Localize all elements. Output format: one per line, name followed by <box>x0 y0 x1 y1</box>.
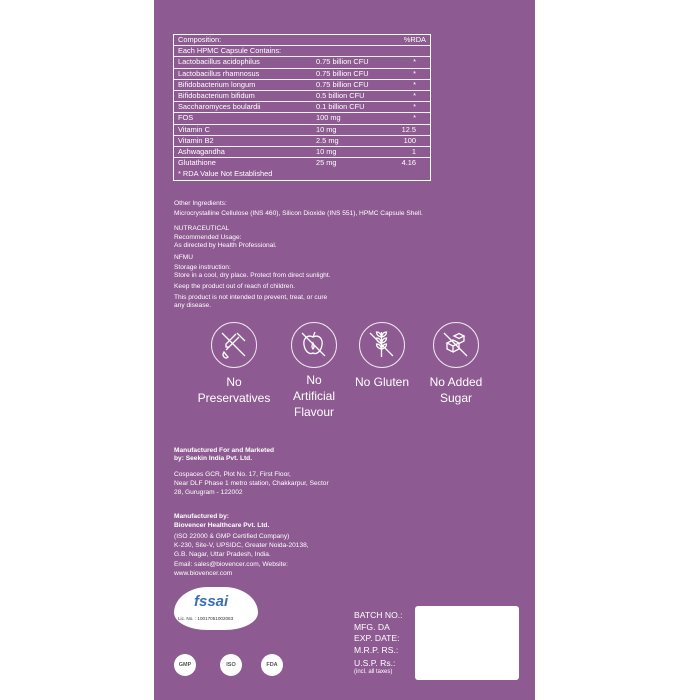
no-added-sugar-icon <box>433 322 479 368</box>
composition-title: Composition: <box>178 35 222 44</box>
badge-label-no-gluten: No Gluten <box>354 375 410 389</box>
ingredient-rda: * <box>413 57 416 67</box>
ingredient-amount: 25 mg <box>316 158 337 168</box>
ingredient-rda: * <box>413 102 416 112</box>
composition-row <box>174 113 430 124</box>
category-text: NUTRACEUTICAL <box>174 225 230 232</box>
ingredient-amount: 10 mg <box>316 146 337 156</box>
ingredient-rda: 1 <box>411 146 416 156</box>
composition-row <box>174 125 430 136</box>
composition-row <box>174 80 430 91</box>
composition-row <box>174 69 430 80</box>
storage-text: Store in a cool, dry place. Protect from direct sunlight. <box>174 272 331 279</box>
ingredient-amount: 0.75 billion CFU <box>316 79 369 89</box>
other-ingredients-title: Other Ingredients: <box>174 200 227 207</box>
ingredient-rda: * <box>413 90 416 100</box>
marketer-address-2: Near DLF Phase 1 metro station, Chakkarpur, Sector <box>174 480 329 487</box>
ingredient-amount: 100 mg <box>316 113 341 123</box>
children-warning: Keep the product out of reach of children. <box>174 283 295 290</box>
disclaimer-line-1: This product is not intended to prevent, treat, or cure <box>174 294 328 301</box>
ingredient-amount: 2.5 mg <box>316 135 339 145</box>
ingredient-name: Ashwagandha <box>178 146 225 156</box>
composition-header <box>174 35 430 46</box>
manufacturer-website: www.biovencer.com <box>174 570 233 577</box>
fssai-logo-text: fssai <box>194 593 229 610</box>
composition-row <box>174 57 430 68</box>
ingredient-name: Saccharomyces boulardii <box>178 102 261 112</box>
mrp-label: M.R.P. RS.: <box>354 645 399 655</box>
ingredient-name: Vitamin B2 <box>178 135 214 145</box>
ingredient-name: Lactobacillus rhamnosus <box>178 68 260 78</box>
badge-label-no-artificial-flavour: No Artificial Flavour <box>292 373 335 419</box>
usage-text: As directed by Health Professional. <box>174 242 277 249</box>
badge-label-no-preservatives: No Preservatives <box>197 375 271 405</box>
fssai-logo <box>174 587 258 630</box>
ingredient-amount: 0.1 billion CFU <box>316 102 365 112</box>
marketer-address-1: Cospaces GCR, Plot No. 17, First Floor, <box>174 471 291 478</box>
ingredient-name: Bifidobacterium longum <box>178 79 256 89</box>
fssai-license: Lic. No. : 10017051002083 <box>178 616 234 621</box>
disclaimer-line-2: any disease. <box>174 302 212 309</box>
ingredient-name: FOS <box>178 113 194 123</box>
composition-table <box>173 34 431 181</box>
incl-taxes-label: (incl. all taxes) <box>354 669 393 675</box>
marketer-title-1: Manufactured For and Marketed <box>174 447 275 454</box>
manufacturer-email: Email: sales@biovencer.com, Website: <box>174 561 288 568</box>
mfg-date-label: MFG. DA <box>354 622 390 632</box>
batch-details-box <box>415 606 519 680</box>
no-artificial-flavour-icon <box>291 322 337 368</box>
ingredient-rda: 100 <box>403 135 416 145</box>
ingredient-rda: * <box>413 113 416 123</box>
ingredient-amount: 0.75 billion CFU <box>316 68 369 78</box>
manufacturer-cert: (ISO 22000 & GMP Certified Company) <box>174 533 290 540</box>
manufacturer-address-2: G.B. Nagar, Uttar Pradesh, India. <box>174 551 271 558</box>
usp-label: U.S.P. Rs.: <box>354 658 396 668</box>
marketer-address-3: 28, Gurugram - 122002 <box>174 489 243 496</box>
composition-subheader: Each HPMC Capsule Contains: <box>174 46 430 57</box>
composition-row <box>174 147 430 158</box>
other-ingredients-text: Microcrystalline Cellulose (INS 460), Silicon Dioxide (INS 551), HPMC Capsule Shell. <box>174 210 423 217</box>
manufacturer-name: Biovencer Healthcare Pvt. Ltd. <box>174 522 270 529</box>
ingredient-rda: 4.16 <box>401 158 416 168</box>
ingredient-rda: * <box>413 68 416 78</box>
composition-row <box>174 102 430 113</box>
batch-no-label: BATCH NO.: <box>354 610 403 620</box>
gmp-badge: GMP <box>174 654 196 676</box>
iso-badge: ISO <box>220 654 242 676</box>
ingredient-rda: * <box>413 79 416 89</box>
composition-row <box>174 158 430 168</box>
badge-label-no-added-sugar: No Added Sugar <box>429 375 483 405</box>
rda-header: %RDA <box>403 35 426 44</box>
composition-row <box>174 136 430 147</box>
usage-title: Recommended Usage: <box>174 234 242 241</box>
ingredient-amount: 0.5 billion CFU <box>316 90 365 100</box>
nfmu-text: NFMU <box>174 254 194 261</box>
ingredient-amount: 0.75 billion CFU <box>316 57 369 67</box>
ingredient-name: Bifidobacterium bifidum <box>178 90 255 100</box>
manufacturer-address-1: K-230, Site-V, UPSIDC, Greater Noida-20138, <box>174 542 309 549</box>
composition-footnote: * RDA Value Not Established <box>178 169 273 179</box>
storage-title: Storage instruction: <box>174 264 231 271</box>
no-preservatives-icon <box>211 322 257 368</box>
no-gluten-icon <box>359 322 405 368</box>
composition-row <box>174 91 430 102</box>
ingredient-rda: 12.5 <box>401 124 416 134</box>
label-panel <box>154 0 535 700</box>
exp-date-label: EXP. DATE: <box>354 633 400 643</box>
manufacturer-title: Manufactured by: <box>174 513 229 520</box>
composition-rows <box>174 57 430 168</box>
ingredient-name: Lactobacillus acidophilus <box>178 57 260 67</box>
ingredient-name: Glutathione <box>178 158 216 168</box>
marketer-title-2: by: Seekin India Pvt. Ltd. <box>174 455 253 462</box>
ingredient-name: Vitamin C <box>178 124 210 134</box>
fda-badge: FDA <box>261 654 283 676</box>
ingredient-amount: 10 mg <box>316 124 337 134</box>
